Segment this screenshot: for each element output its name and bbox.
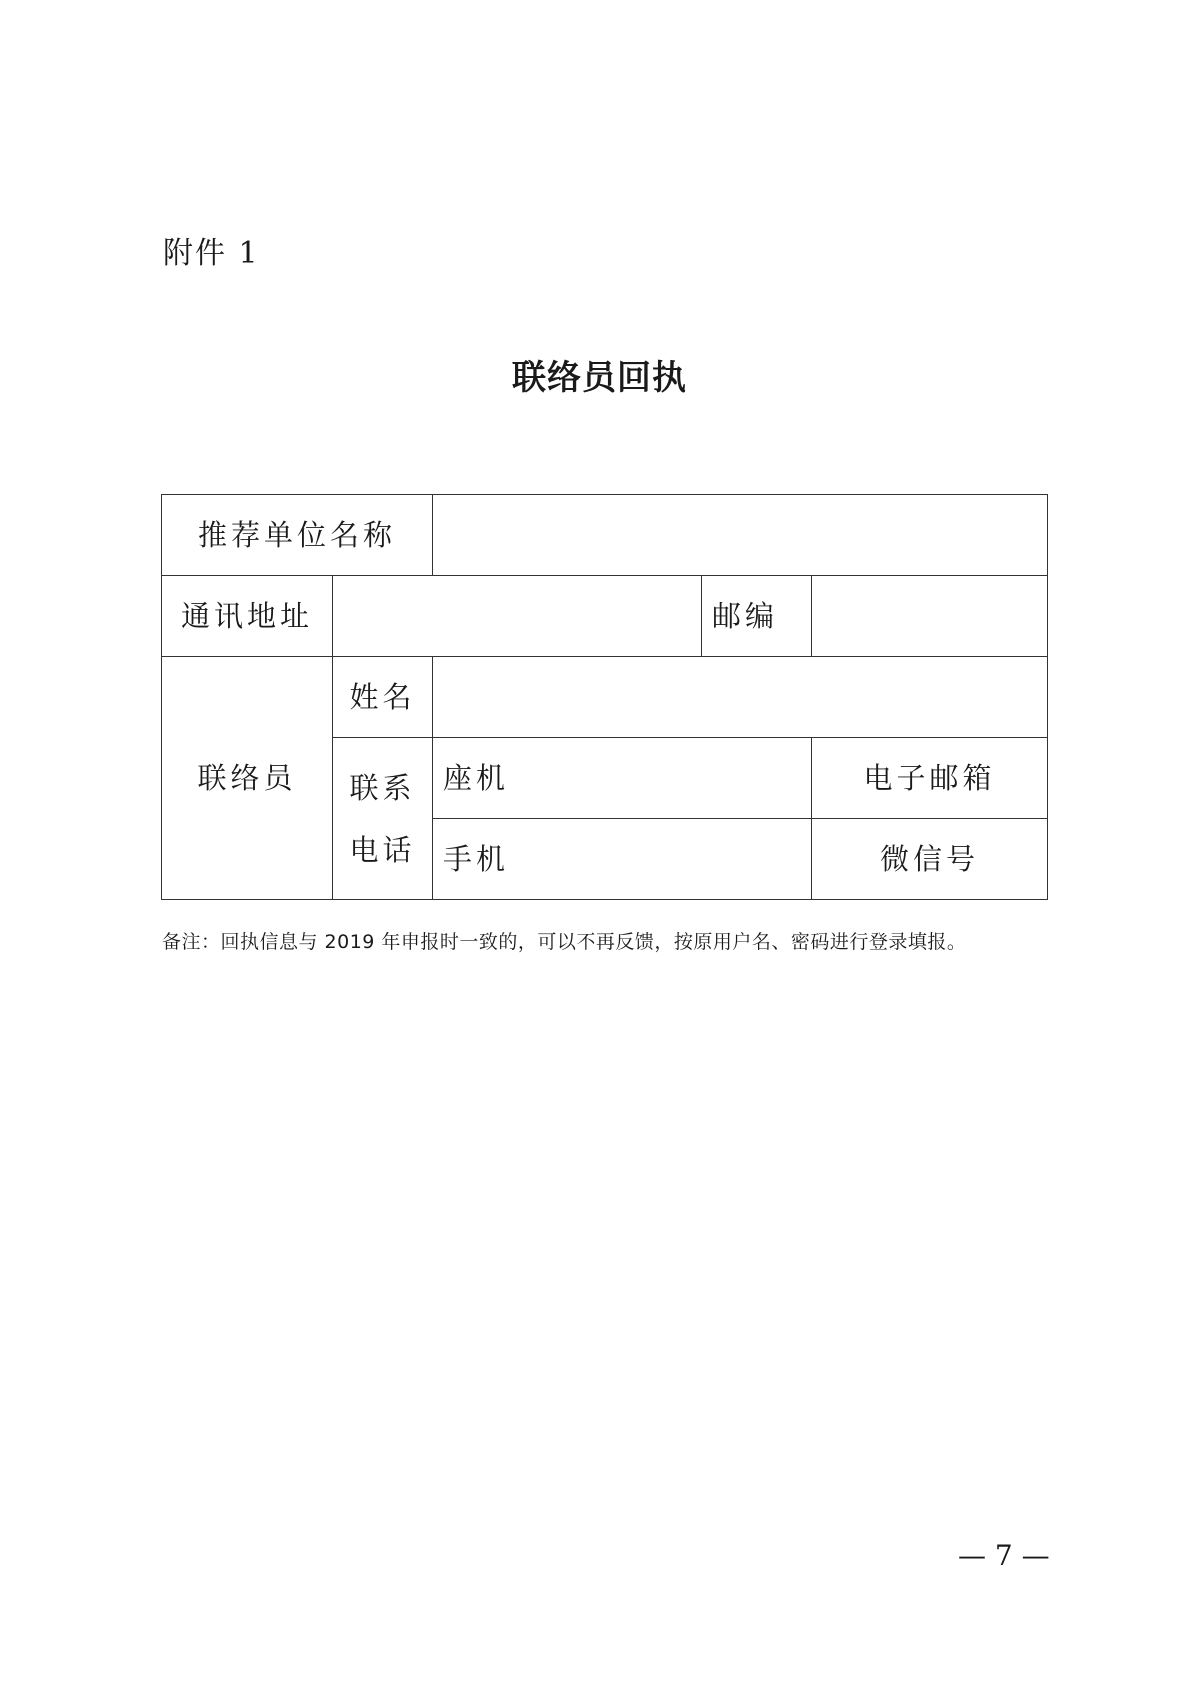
postcode-field[interactable] <box>812 576 1048 657</box>
name-field[interactable] <box>433 657 1048 738</box>
phone-label-line1: 联系 <box>349 770 416 805</box>
address-field[interactable] <box>333 576 702 657</box>
mobile-label: 手机 <box>433 819 812 900</box>
note: 备注：回执信息与 2019 年申报时一致的，可以不再反馈，按原用户名、密码进行登录填报。 <box>162 931 967 953</box>
email-label: 电子邮箱 <box>812 738 1048 819</box>
row-name <box>162 657 1048 738</box>
page-number: — 7 — <box>958 1539 1050 1572</box>
unit-name-field[interactable] <box>433 495 1048 576</box>
landline-label: 座机 <box>433 738 812 819</box>
phone-label <box>333 738 433 900</box>
liaison-label: 联络员 <box>162 657 333 900</box>
postcode-label: 邮编 <box>702 576 812 657</box>
form-title: 联络员回执 <box>512 358 687 398</box>
unit-name-label: 推荐单位名称 <box>162 495 433 576</box>
address-label: 通讯地址 <box>162 576 333 657</box>
attachment-label: 附件 1 <box>163 236 260 271</box>
wechat-label: 微信号 <box>812 819 1048 900</box>
liaison-receipt-table <box>161 494 1048 900</box>
row-address <box>162 576 1048 657</box>
phone-label-line2: 电话 <box>349 832 416 867</box>
name-label: 姓名 <box>333 657 433 738</box>
row-unit-name <box>162 495 1048 576</box>
